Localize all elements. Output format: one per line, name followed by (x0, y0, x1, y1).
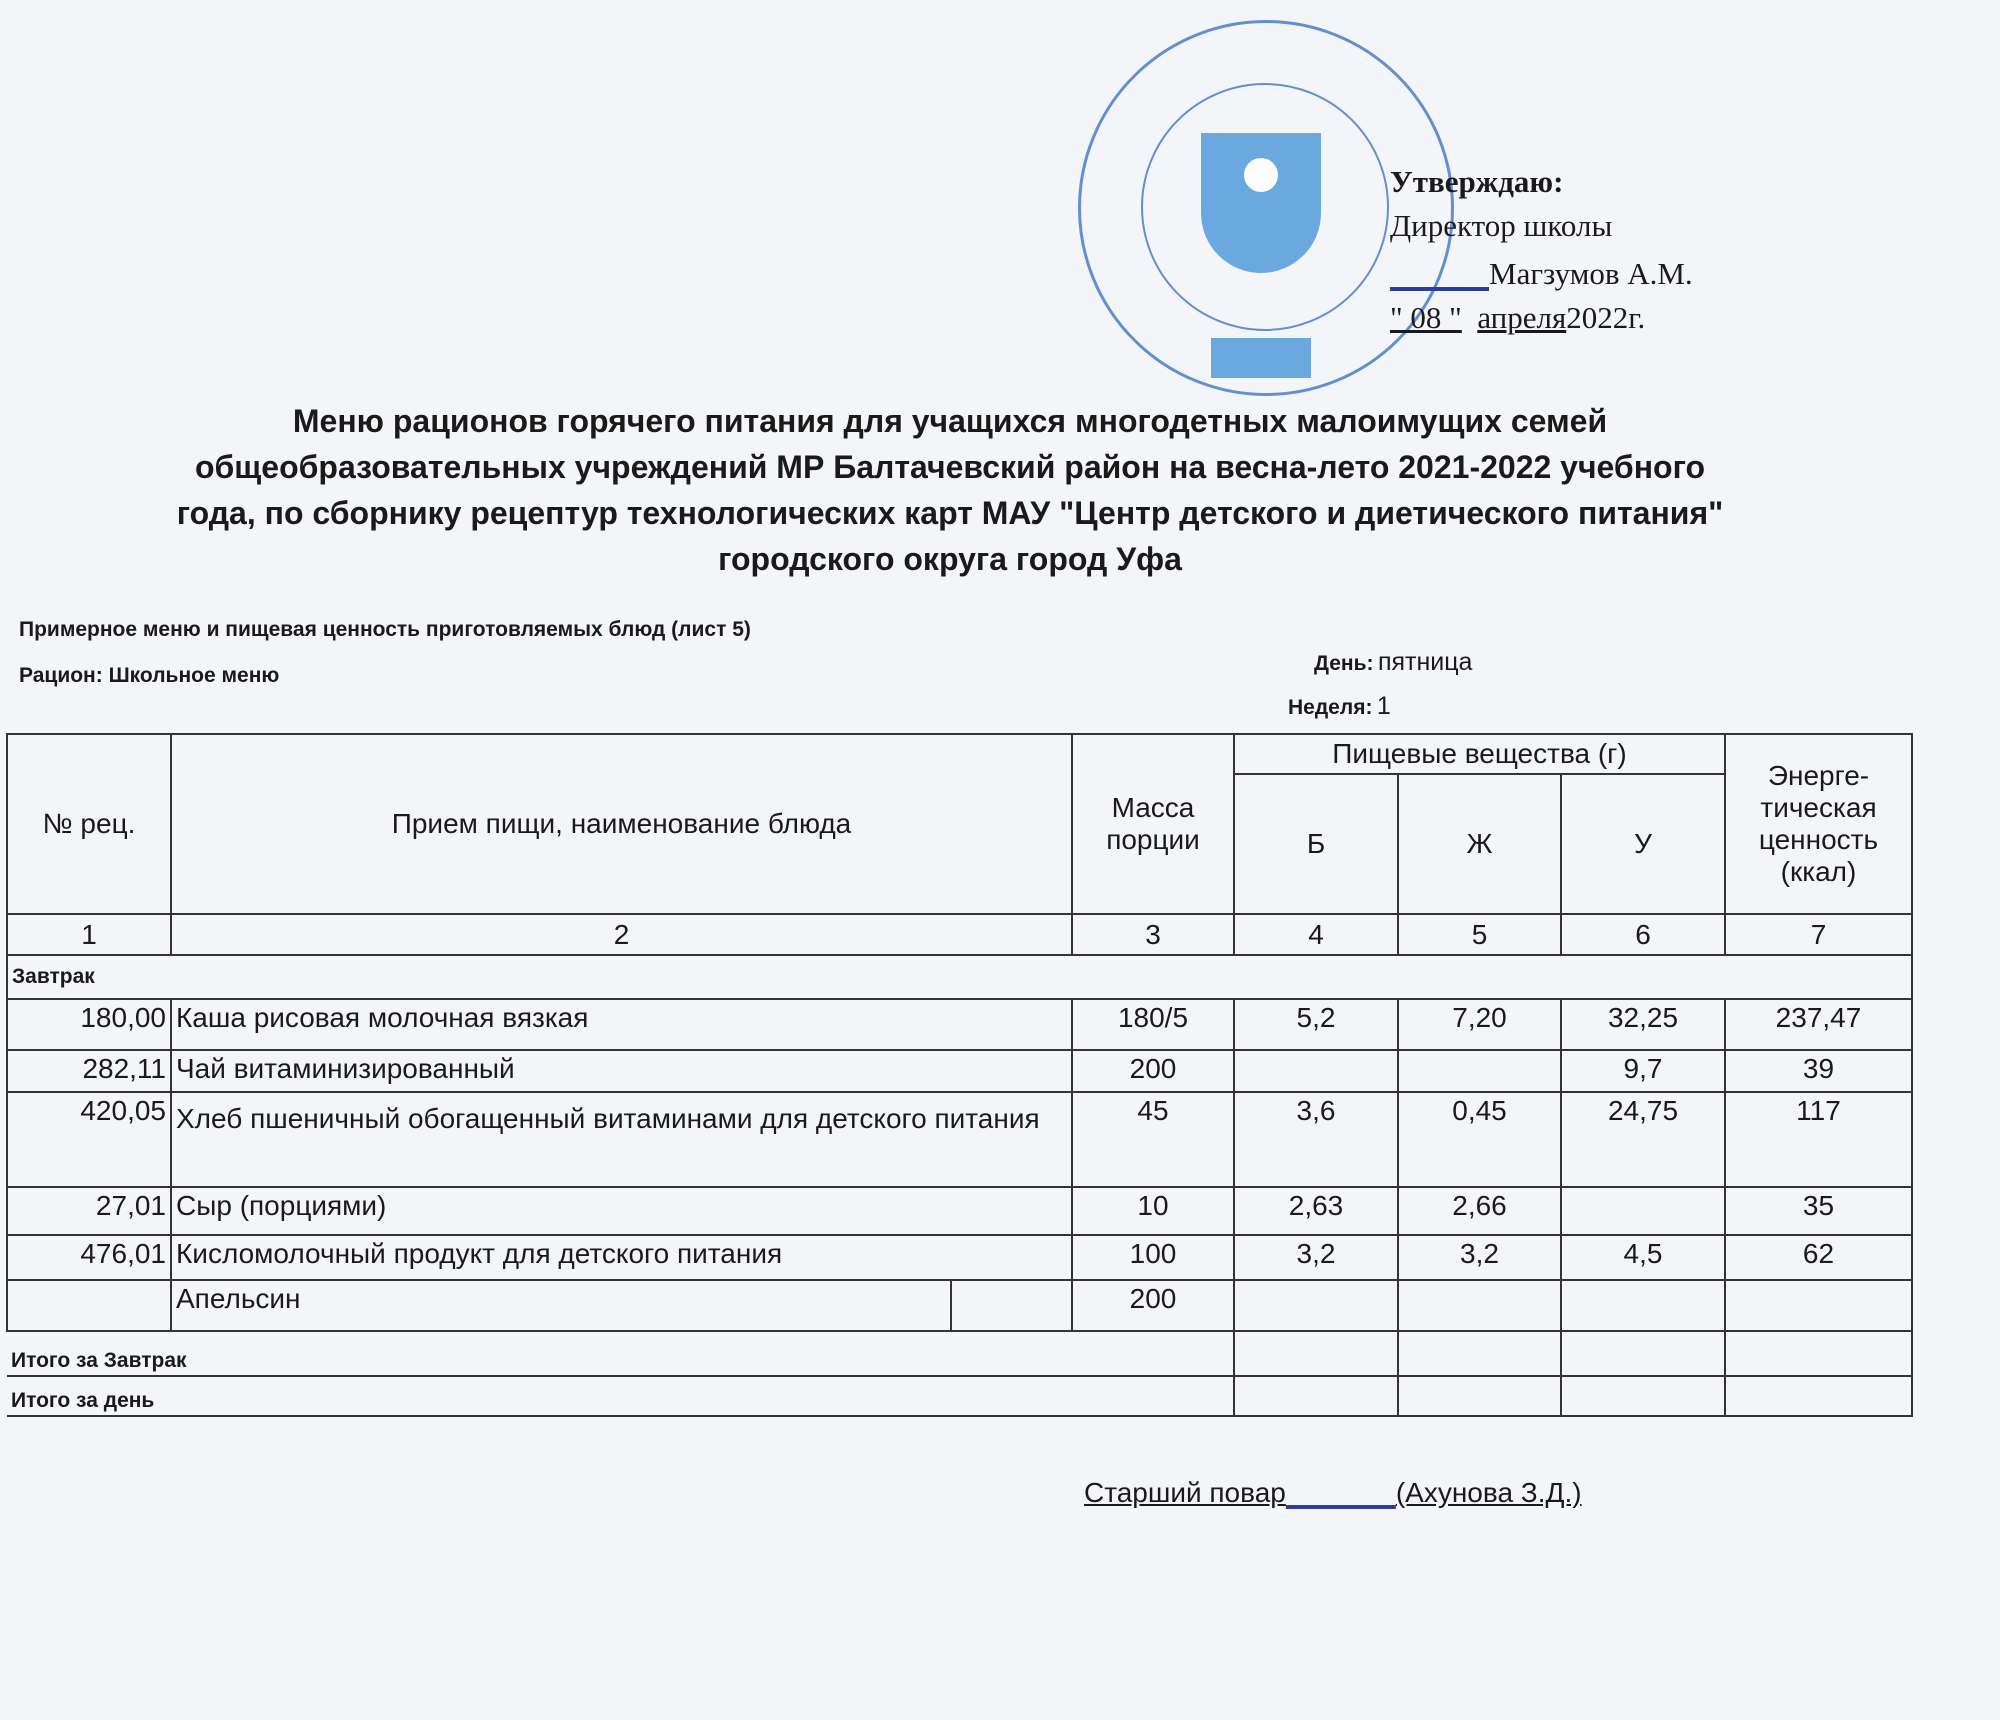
day-value: пятница (1377, 648, 1473, 676)
dish-name: Чай витаминизированный (171, 1050, 1072, 1092)
cook-position: Старший повар (1084, 1477, 1286, 1508)
day-label: День: (1314, 652, 1374, 675)
mass: 45 (1072, 1092, 1234, 1187)
dish-name: Каша рисовая молочная вязкая (171, 999, 1072, 1050)
kcal: 35 (1725, 1187, 1912, 1235)
total-cell (1725, 1376, 1912, 1416)
col-number: 1 (7, 914, 171, 955)
column-number-row (7, 914, 1912, 955)
subtitle: Примерное меню и пищевая ценность приготовляемых блюд (лист 5) (19, 618, 751, 641)
table-header-row (7, 734, 1912, 774)
carbs: 9,7 (1561, 1050, 1725, 1092)
carbs: 24,75 (1561, 1092, 1725, 1187)
protein (1234, 1280, 1398, 1331)
mass: 200 (1072, 1280, 1234, 1331)
cook-signature (1286, 1463, 1396, 1512)
director-signature (1390, 245, 1489, 294)
fat (1398, 1280, 1561, 1331)
table-row (7, 1280, 1912, 1331)
approval-heading: Утверждаю: (1390, 164, 1564, 199)
table-row (7, 999, 1912, 1050)
total-breakfast-row (7, 1331, 1912, 1376)
header-carbs: У (1561, 774, 1725, 914)
total-cell (1398, 1331, 1561, 1376)
mass: 10 (1072, 1187, 1234, 1235)
kcal: 237,47 (1725, 999, 1912, 1050)
menu-table (6, 733, 1913, 1417)
coat-of-arms-icon (1201, 133, 1321, 273)
dish-name: Хлеб пшеничный обогащенный витаминами для детского питания (171, 1092, 1072, 1187)
recipe-num: 282,11 (7, 1050, 171, 1092)
title-line: Меню рационов горячего питания для учащихся многодетных малоимущих семей (292, 403, 1608, 439)
total-day-label: Итого за день (7, 1376, 1234, 1416)
col-number: 5 (1398, 914, 1561, 955)
title-line: общеобразовательных учреждений МР Балтачевский район на весна-лето 2021-2022 учебного (194, 449, 1706, 485)
header-protein: Б (1234, 774, 1398, 914)
header-nutrients: Пищевые вещества (г) (1234, 734, 1725, 774)
recipe-num: 27,01 (7, 1187, 171, 1235)
kcal (1725, 1280, 1912, 1331)
recipe-num: 180,00 (7, 999, 171, 1050)
director-name: Магзумов А.М. (1489, 256, 1693, 291)
approval-signature-line (1390, 248, 1693, 296)
cook-name: (Ахунова З.Д.) (1395, 1477, 1582, 1508)
fat: 0,45 (1398, 1092, 1561, 1187)
mass: 180/5 (1072, 999, 1234, 1050)
col-number: 4 (1234, 914, 1398, 955)
recipe-num: 476,01 (7, 1235, 171, 1280)
table-row (7, 1187, 1912, 1235)
ration (19, 664, 279, 688)
total-cell (1561, 1376, 1725, 1416)
cook-signature-block (1084, 1462, 1582, 1513)
ration-value: Школьное меню (108, 664, 280, 687)
empty-cell (951, 1280, 1072, 1331)
dish-name: Сыр (порциями) (171, 1187, 1072, 1235)
kcal: 39 (1725, 1050, 1912, 1092)
fat (1398, 1050, 1561, 1092)
header-energy: Энерге-тическая ценность (ккал) (1725, 734, 1912, 914)
col-number: 6 (1561, 914, 1725, 955)
week-info (1288, 692, 1391, 721)
fat: 3,2 (1398, 1235, 1561, 1280)
protein: 5,2 (1234, 999, 1398, 1050)
protein: 3,2 (1234, 1235, 1398, 1280)
fat: 2,66 (1398, 1187, 1561, 1235)
total-breakfast-label: Итого за Завтрак (7, 1331, 1234, 1376)
carbs: 4,5 (1561, 1235, 1725, 1280)
kcal: 62 (1725, 1235, 1912, 1280)
document-title (20, 398, 1880, 582)
week-label: Неделя: (1288, 696, 1373, 719)
total-cell (1234, 1331, 1398, 1376)
carbs (1561, 1187, 1725, 1235)
section-row (7, 955, 1912, 999)
protein: 2,63 (1234, 1187, 1398, 1235)
title-line: городского округа город Уфа (718, 541, 1182, 577)
header-num: № рец. (7, 734, 171, 914)
dish-name: Кисломолочный продукт для детского питания (171, 1235, 1072, 1280)
approval-block (1390, 160, 1693, 340)
recipe-num (7, 1280, 171, 1331)
protein: 3,6 (1234, 1092, 1398, 1187)
sun-icon (1244, 158, 1278, 192)
approval-date: " 08 " апреля2022г. (1390, 300, 1646, 335)
fat: 7,20 (1398, 999, 1561, 1050)
dish-name: Апельсин (171, 1280, 951, 1331)
kcal: 117 (1725, 1092, 1912, 1187)
table-row (7, 1235, 1912, 1280)
header-dish: Прием пищи, наименование блюда (171, 734, 1072, 914)
protein (1234, 1050, 1398, 1092)
header-mass: Масса порции (1072, 734, 1234, 914)
col-number: 3 (1072, 914, 1234, 955)
total-cell (1398, 1376, 1561, 1416)
section-breakfast: Завтрак (7, 955, 1912, 999)
week-value: 1 (1376, 692, 1391, 720)
total-cell (1234, 1376, 1398, 1416)
carbs: 32,25 (1561, 999, 1725, 1050)
mass: 200 (1072, 1050, 1234, 1092)
title-line: года, по сборнику рецептур технологических карт МАУ "Центр детского и диетического питания" (176, 495, 1724, 531)
col-number: 7 (1725, 914, 1912, 955)
stamp-emblem-lower (1211, 338, 1311, 378)
recipe-num: 420,05 (7, 1092, 171, 1187)
approval-position: Директор школы (1390, 208, 1613, 243)
total-cell (1725, 1331, 1912, 1376)
total-day-row (7, 1376, 1912, 1416)
table-row (7, 1050, 1912, 1092)
table-row (7, 1092, 1912, 1187)
carbs (1561, 1280, 1725, 1331)
ration-label: Рацион: (19, 664, 103, 687)
col-number: 2 (171, 914, 1072, 955)
mass: 100 (1072, 1235, 1234, 1280)
total-cell (1561, 1331, 1725, 1376)
day-info (1314, 648, 1472, 677)
header-fat: Ж (1398, 774, 1561, 914)
